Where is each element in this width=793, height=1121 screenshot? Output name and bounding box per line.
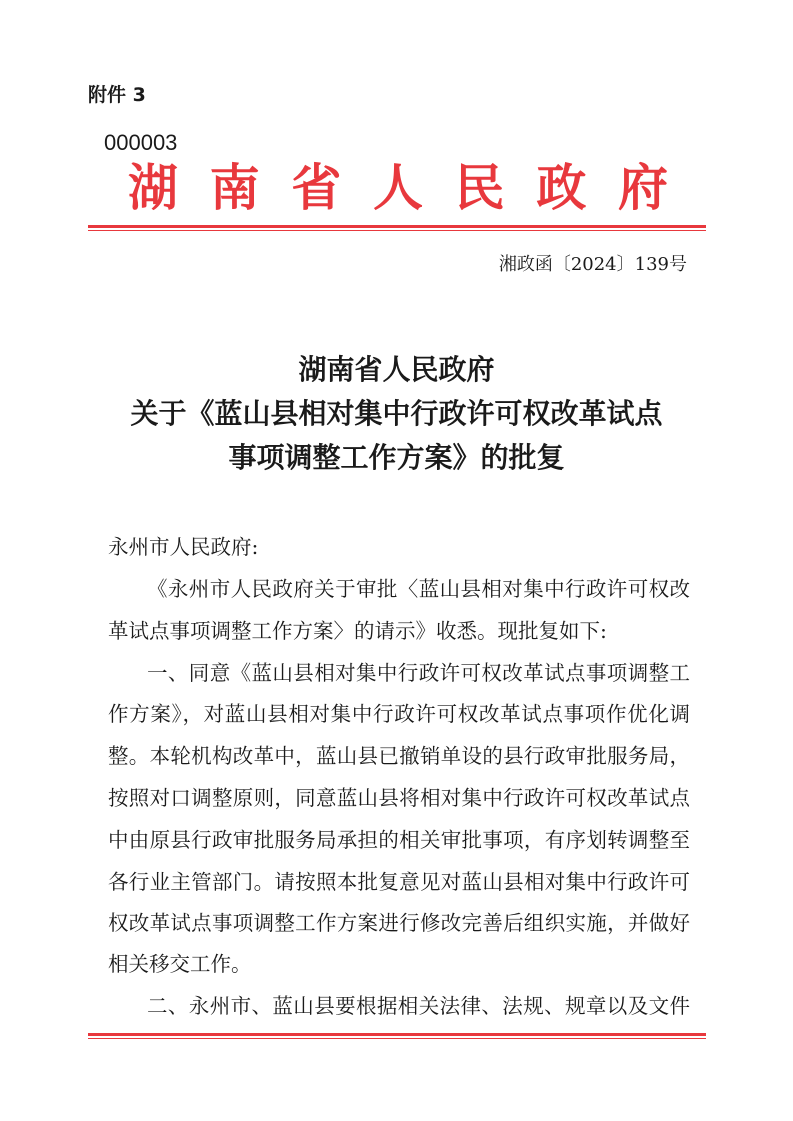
title-line: 关于《蓝山县相对集中行政许可权改革试点 [130,397,663,430]
body-line: 整。本轮机构改革中，蓝山县已撤销单设的县行政审批服务局， [108,744,690,768]
attachment-label: 附件 3 [88,84,146,106]
body-line: 按照对口调整原则，同意蓝山县将相对集中行政许可权改革试点 [108,786,690,810]
document-number: 湘政函〔2024〕139号 [498,254,687,275]
footer-divider [88,1033,706,1036]
body-line: 《永州市人民政府关于审批〈蓝山县相对集中行政许可权改 [147,577,690,601]
body-line: 权改革试点事项调整工作方案进行修改完善后组织实施，并做好 [108,911,690,935]
letterhead-divider-thin [88,230,706,231]
letterhead-divider [88,225,706,228]
title-line: 湖南省人民政府 [298,353,495,386]
body-line: 相关移交工作。 [108,952,252,976]
body-line: 一、同意《蓝山县相对集中行政许可权改革试点事项调整工 [147,661,690,685]
addressee: 永州市人民政府: [108,535,259,559]
serial-number: 000003 [104,130,178,155]
footer-divider-thin [88,1038,706,1039]
body-line: 二、永州市、蓝山县要根据相关法律、法规、规章以及文件 [147,994,690,1018]
body-line: 革试点事项调整工作方案〉的请示》收悉。现批复如下: [108,619,607,643]
body-line: 中由原县行政审批服务局承担的相关审批事项，有序划转调整至 [108,828,690,852]
title-line: 事项调整工作方案》的批复 [228,441,565,474]
body-line: 各行业主管部门。请按照本批复意见对蓝山县相对集中行政许可 [108,870,690,894]
issuer-letterhead: 湖南省人民政府 [128,158,668,217]
body-line: 作方案》，对蓝山县相对集中行政许可权改革试点事项作优化调 [108,702,690,726]
